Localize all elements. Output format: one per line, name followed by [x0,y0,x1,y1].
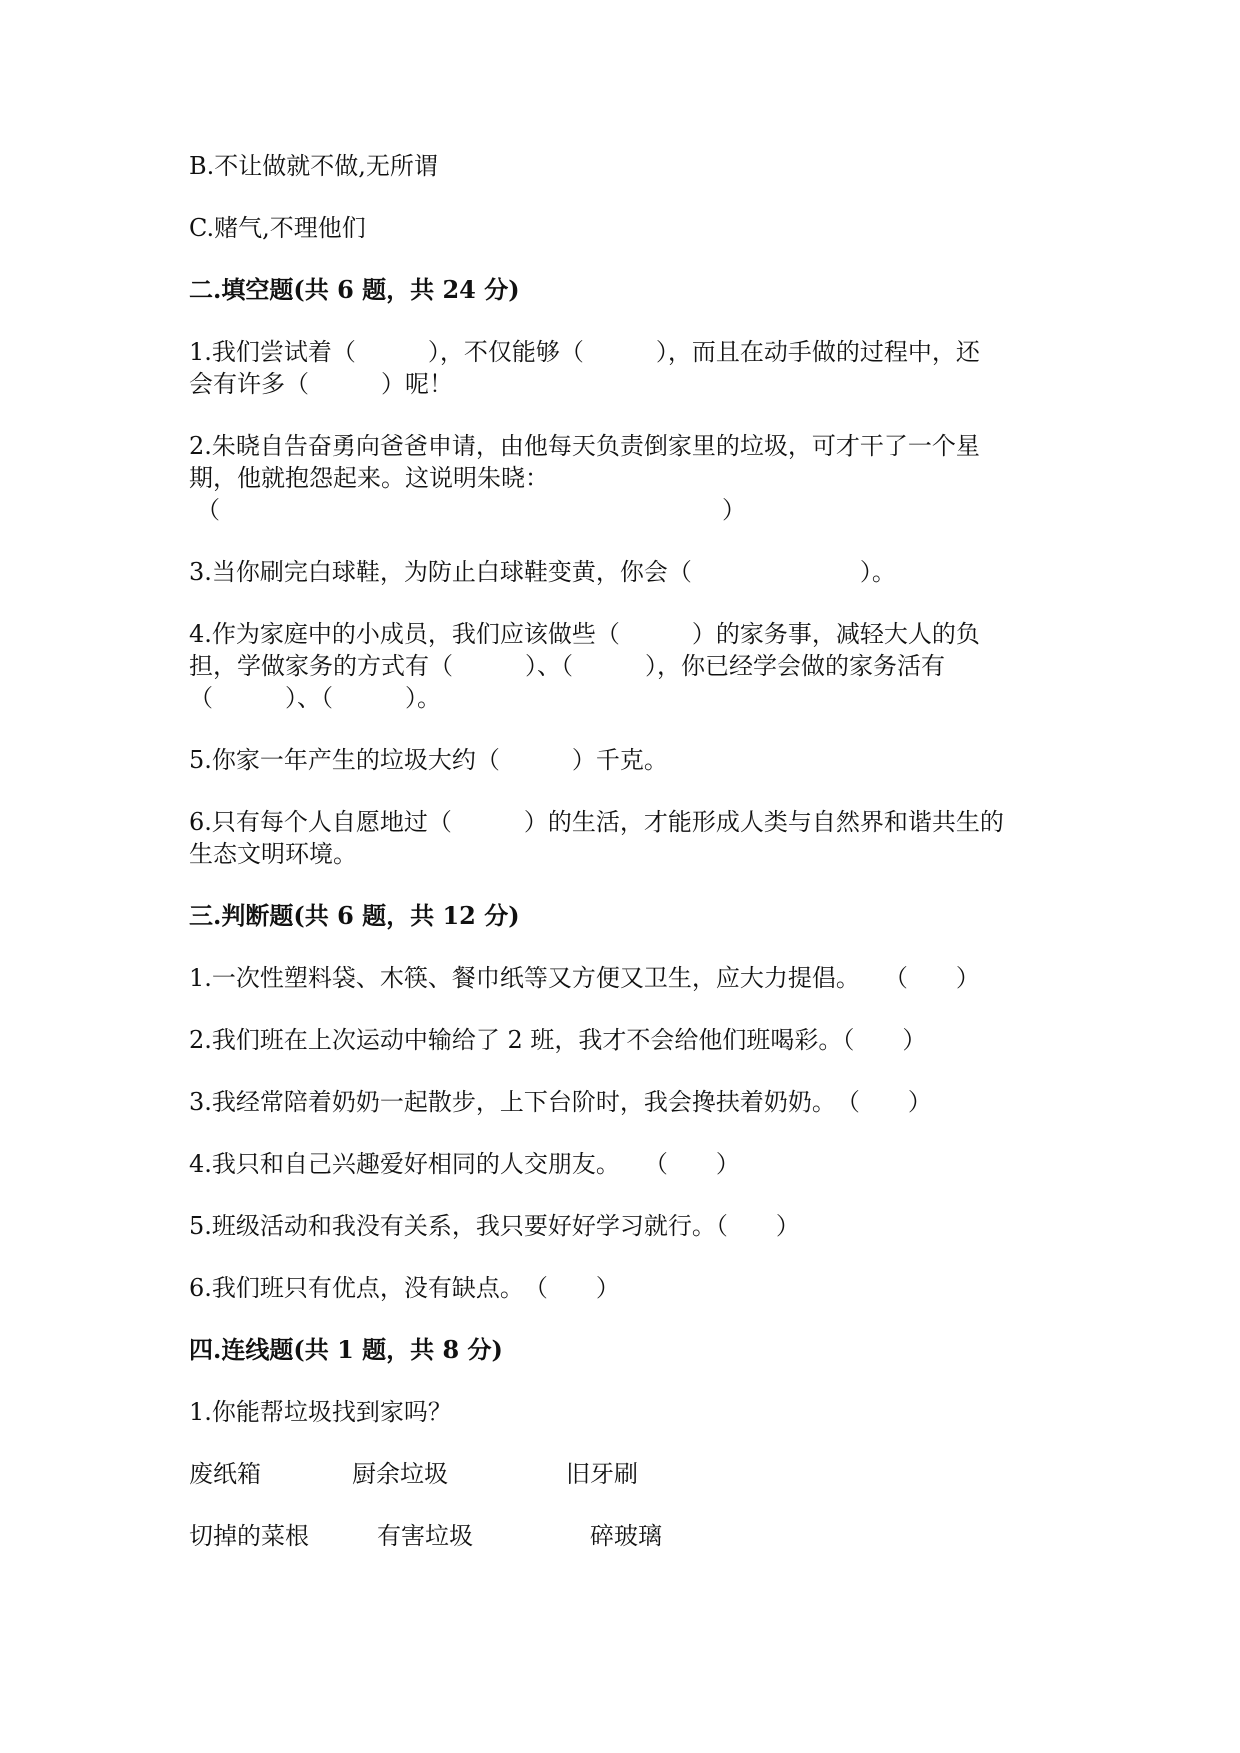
fill-q1-line1: 1.我们尝试着（ ），不仅能够（ ），而且在动手做的过程中，还 [189,338,980,366]
judge-item-4: 4.我只和自己兴趣爱好相同的人交朋友。 （ ） [189,1150,740,1178]
fill-q4-line3: （ ）、（ ）。 [189,684,441,712]
fill-q4-line2: 担，学做家务的方式有（ ）、（ ），你已经学会做的家务活有 [189,652,945,680]
fill-q3: 3.当你刷完白球鞋，为防止白球鞋变黄，你会（ ）。 [189,558,896,586]
fill-q6-line2: 生态文明环境。 [189,840,357,868]
match-item-waste-paper-box: 废纸箱 [189,1460,261,1488]
fill-q2-close-bracket: ） [722,496,746,524]
match-item-broken-glass: 碎玻璃 [590,1522,662,1550]
fill-q4-line1: 4.作为家庭中的小成员，我们应该做些（ ）的家务事，减轻大人的负 [189,620,980,648]
judge-item-2: 2.我们班在上次运动中输给了 2 班，我才不会给他们班喝彩。（ ） [189,1026,927,1054]
match-item-old-toothbrush: 旧牙刷 [566,1460,638,1488]
section-heading-fill-blank: 二.填空题(共 6 题，共 24 分) [189,275,520,304]
option-b: B.不让做就不做,无所谓 [189,152,438,180]
judge-item-1: 1.一次性塑料袋、木筷、餐巾纸等又方便又卫生，应大力提倡。 （ ） [189,964,980,992]
fill-q6-line1: 6.只有每个人自愿地过（ ）的生活，才能形成人类与自然界和谐共生的 [189,808,1004,836]
fill-q5: 5.你家一年产生的垃圾大约（ ）千克。 [189,746,668,774]
fill-q2-line2: 期，他就抱怨起来。这说明朱晓： [189,464,549,492]
match-item-kitchen-waste: 厨余垃圾 [352,1460,448,1488]
section-heading-matching: 四.连线题(共 1 题，共 8 分) [189,1335,503,1364]
match-q1: 1.你能帮垃圾找到家吗？ [189,1398,452,1426]
section-heading-judgement: 三.判断题(共 6 题，共 12 分) [189,901,520,930]
option-c: C.赌气,不理他们 [189,214,366,242]
judge-item-3: 3.我经常陪着奶奶一起散步，上下台阶时，我会搀扶着奶奶。 （ ） [189,1088,932,1116]
match-item-hazardous-waste: 有害垃圾 [377,1522,473,1550]
fill-q2-line1: 2.朱晓自告奋勇向爸爸申请，由他每天负责倒家里的垃圾，可才干了一个星 [189,432,980,460]
match-item-vegetable-roots: 切掉的菜根 [189,1522,309,1550]
judge-item-5: 5.班级活动和我没有关系，我只要好好学习就行。（ ） [189,1212,800,1240]
fill-q2-open-bracket: （ [196,496,220,524]
judge-item-6: 6.我们班只有优点，没有缺点。 （ ） [189,1274,620,1302]
fill-q1-line2: 会有许多（ ）呢！ [189,370,453,398]
